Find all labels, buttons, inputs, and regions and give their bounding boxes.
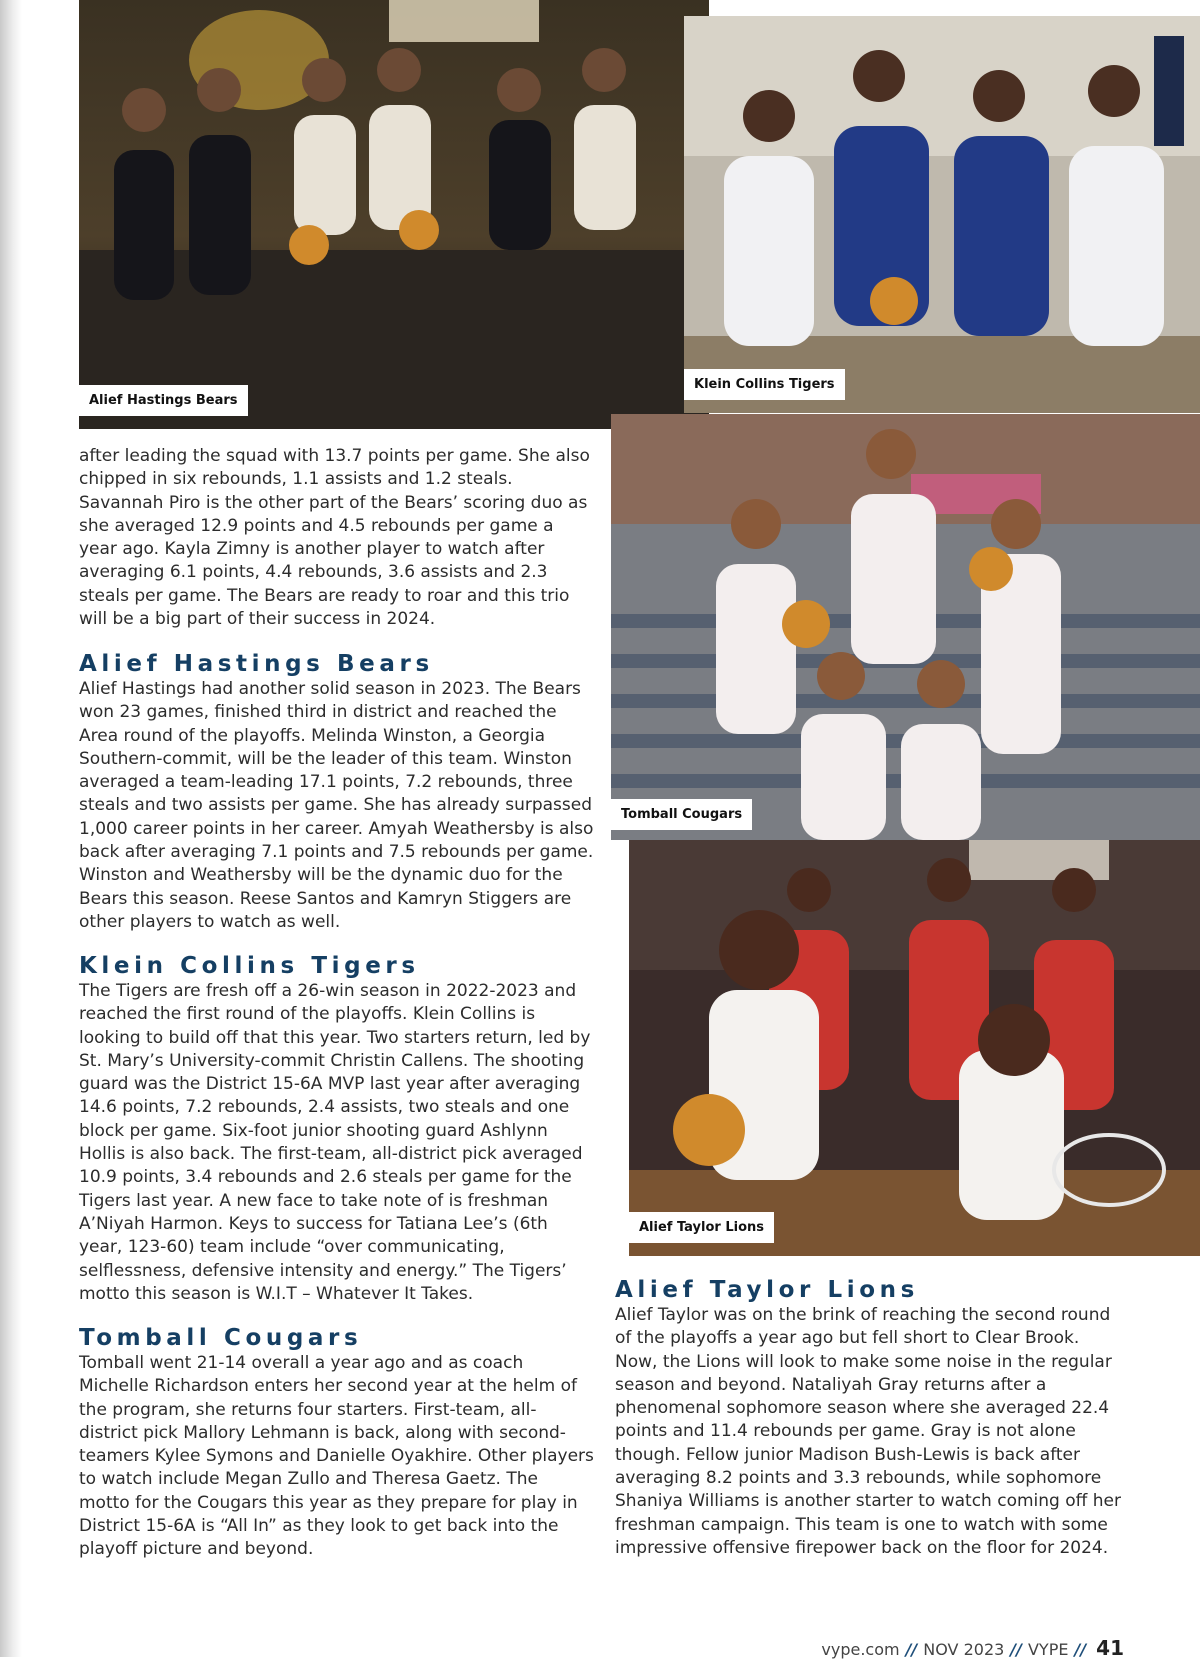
photo-alief-taylor-lions	[629, 840, 1200, 1256]
section-heading-tomball: Tomball Cougars	[79, 1325, 363, 1351]
photo-alief-hastings-bears	[79, 0, 709, 429]
photo-caption: Tomball Cougars	[611, 799, 752, 830]
section-heading-klein-collins: Klein Collins Tigers	[79, 953, 420, 979]
section-body-klein-collins: The Tigers are fresh off a 26-win season in 2022-2023 and reached the first round of the playoffs. Klein Collins is looking to build off that this year. Two starters return, led by St. Mary’s University-commit Christin Callens. The shooting guard was the District 15-6A MVP last year after averaging 14.6 points, 7.2 rebounds, 2.4 assists, two steals and one block per game. Six-foot junior shooting guard Ashlynn Hollis is also back. The first-team, all-district pick averaged 10.9 points, 3.4 rebounds and 2.6 steals per game for the Tigers last year. A new face to take note of is freshman A’Niyah Harmon. Keys to success for Tatiana Lee’s (6th year, 123-60) team include “over communicating, selflessness, defensive intensity and energy.” The Tigers’ motto this season is W.I.T – Whatever It Takes.	[79, 981, 591, 1304]
section-body-tomball: Tomball went 21-14 overall a year ago and as coach Michelle Richardson enters her second year at the helm of the program, she returns four starters. First-team, all-district pick Mallory Lehmann is back, along with second-teamers Kylee Symons and Danielle Oyakhire. Other players to watch include Megan Zullo and Theresa Gaetz. The motto for the Cougars this year as they prepare for play in District 15-6A is “All In” as they look to get back into the playoff picture and beyond.	[79, 1353, 594, 1560]
team-photo-image	[79, 0, 709, 429]
footer-brand: VYPE	[1027, 1640, 1069, 1659]
section-body-alief-taylor: Alief Taylor was on the brink of reaching the second round of the playoffs a year ago but fell short to Clear Brook. Now, the Lions will look to make some noise in the regular season and beyond. Nataliyah Gray returns after a phenomenal sophomore season where she averaged 22.4 points and 11.4 rebounds per game. Gray is not alone though. Fellow junior Madison Bush-Lewis is back after averaging 8.2 points and 3.3 rebounds, while sophomore Shaniya Williams is another starter to watch coming off her freshman campaign. This team is one to watch with some impressive offensive firepower back on the floor for 2024.	[615, 1305, 1121, 1558]
photo-tomball-cougars	[611, 414, 1200, 840]
article-intro-paragraph: after leading the squad with 13.7 points per game. She also chipped in six rebounds, 1.1 assists and 1.2 steals. Savannah Piro is the other part of the Bears’ scoring duo as she averaged 12.9 points and 4.5 rebounds per game a year ago. Kayla Zimny is another player to watch after averaging 6.1 points, 4.4 rebounds, 3.6 assists and 2.3 steals per game. The Bears are ready to roar and this trio will be a big part of their success in 2024.	[79, 446, 590, 630]
section-heading-alief-taylor: Alief Taylor Lions	[615, 1277, 919, 1303]
team-photo-image	[629, 840, 1200, 1256]
photo-caption: Alief Taylor Lions	[629, 1212, 774, 1243]
section-heading-alief-hastings: Alief Hastings Bears	[79, 651, 434, 677]
photo-klein-collins-tigers	[684, 16, 1200, 413]
footer-separator: //	[1074, 1640, 1087, 1659]
page-footer	[821, 1636, 1124, 1660]
footer-separator: //	[1010, 1640, 1022, 1659]
footer-site: vype.com	[821, 1640, 900, 1659]
photo-caption: Klein Collins Tigers	[684, 369, 845, 400]
footer-issue: NOV 2023	[923, 1640, 1005, 1659]
photo-caption: Alief Hastings Bears	[79, 385, 248, 416]
page-number: 41	[1096, 1636, 1124, 1660]
team-photo-image	[611, 414, 1200, 840]
section-body-alief-hastings: Alief Hastings had another solid season in 2023. The Bears won 23 games, finished third in district and reached the Area round of the playoffs. Melinda Winston, a Georgia Southern-commit, will be the leader of this team. Winston averaged a team-leading 17.1 points, 7.2 rebounds, three steals and two assists per game. She has already surpassed 1,000 career points in her career. Amyah Weathersby is also back after averaging 7.1 points and 7.5 rebounds per game. Winston and Weathersby will be the dynamic duo for the Bears this season. Reese Santos and Kamryn Stiggers are other players to watch as well.	[79, 679, 594, 932]
page-binding-shadow	[0, 0, 22, 1657]
team-photo-image	[684, 16, 1200, 413]
footer-separator: //	[905, 1640, 918, 1659]
